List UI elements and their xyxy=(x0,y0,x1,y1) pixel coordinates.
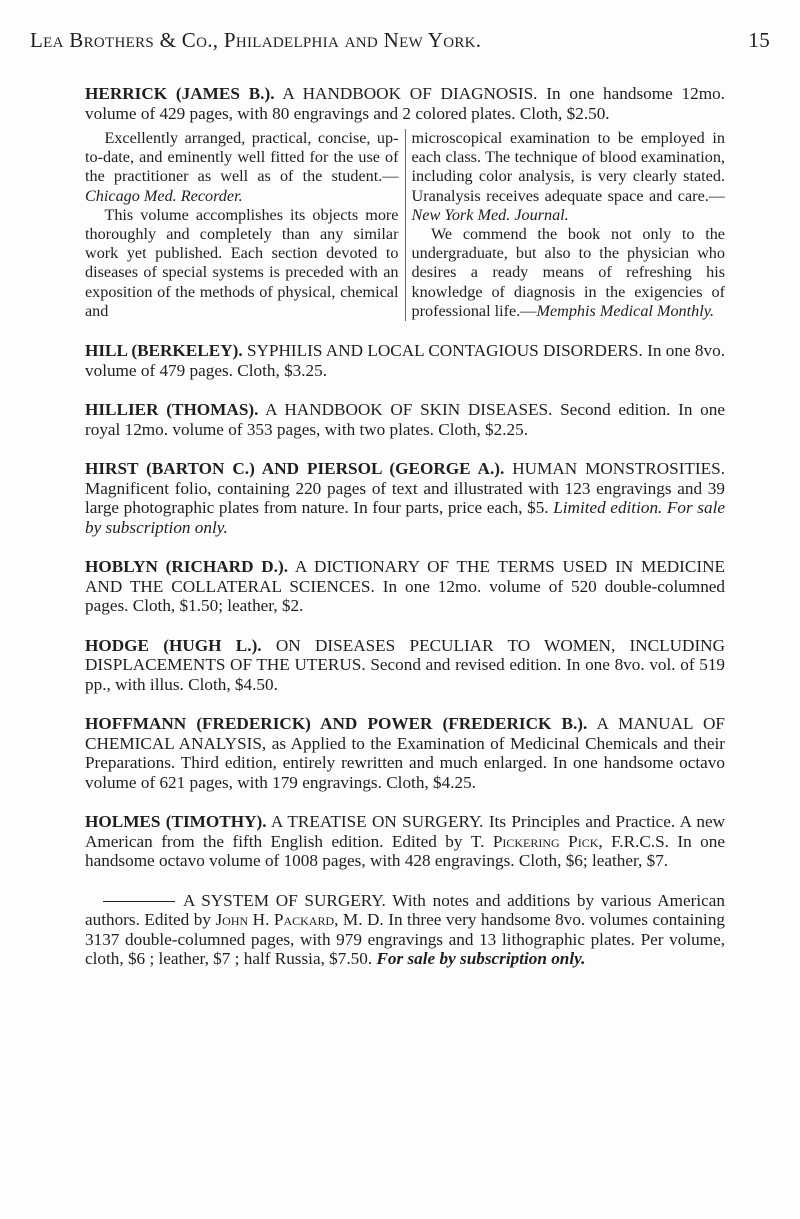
publisher-heading: Lea Brothers & Co., Philadelphia and New York. xyxy=(30,28,482,52)
entry-title: A DICTIONARY OF THE TERMS USED IN MEDICINE AND THE COLLATERAL SCIENCES. xyxy=(85,557,725,596)
entry-editor: T. Pickering Pick xyxy=(470,831,599,851)
entry-title: A SYSTEM OF SURGERY. xyxy=(183,890,386,910)
entry-title: HUMAN MONSTROSITIES. xyxy=(512,459,725,479)
entry-author: HIRST (BARTON C.) AND PIERSOL (GEORGE A.). xyxy=(85,459,505,479)
review-source: New York Med. Journal. xyxy=(411,205,569,224)
ditto-rule xyxy=(103,901,175,902)
entry-hill xyxy=(85,341,725,380)
entry-author: HILL (BERKELEY). xyxy=(85,341,243,361)
entry-description: Second edition. In one royal 12mo. volume of 353 pages, with two plates. Cloth, $2.25. xyxy=(85,400,726,439)
entry-description: Its Principles and Practice. A new American from the fifth English edition. Edited by xyxy=(85,812,726,851)
entry-description: In one 12mo. volume of 520 double-columned pages. Cloth, $1.50; leather, $2. xyxy=(85,576,726,616)
entry-title: A HANDBOOK OF SKIN DISEASES. xyxy=(265,400,553,420)
entry-editor: John H. Packard xyxy=(215,910,335,930)
review-source: Chicago Med. Recorder. xyxy=(85,186,243,205)
review-quote: This volume accomplishes its objects more thoroughly and completely than any similar work yet published. Each section devoted to diseases of special systems is preceded with an exposition of the methods of physical, chemical and xyxy=(85,205,399,320)
entry-author: HERRICK (JAMES B.). xyxy=(85,84,275,103)
entry-holmes-treatise xyxy=(85,812,725,871)
review-column-right xyxy=(406,129,726,321)
entry-description: Magnificent folio, containing 220 pages of text and illustrated with 123 engravings and 39 large photographic plates from nature. In four parts, price each, $5. xyxy=(85,478,725,518)
entry-description: Second and revised edition. In one 8vo. vol. of 519 pp., with illus. Cloth, $4.50. xyxy=(85,655,726,694)
entry-hodge xyxy=(85,636,725,695)
entry-description-cont: , M. D. In three very handsome 8vo. volumes containing 3137 double-columned pages, with 979 engravings and 13 lithographic plates. Per volume, cloth, $6 ; leather, $7 ; half Russia, $7.50. xyxy=(85,910,726,969)
entry-author: HOBLYN (RICHARD D.). xyxy=(85,557,288,577)
review-quote: microscopical examination to be employed in each class. The technique of blood examination, including color analysis, is very clearly stated. Uranalysis receives adequate space and care.— xyxy=(411,129,725,205)
entry-author: HOLMES (TIMOTHY). xyxy=(85,812,267,832)
entry-author: HILLIER (THOMAS). xyxy=(85,400,259,420)
catalog-entries xyxy=(85,84,725,989)
entry-note: Limited edition. For sale by subscription only. xyxy=(85,498,725,537)
entry-description: In one handsome 12mo. volume of 429 pages, with 80 engravings and 2 colored plates. Cloth, $2.50. xyxy=(85,84,725,123)
entry-note: For sale by subscription only. xyxy=(376,949,586,969)
review-columns xyxy=(85,129,725,321)
entry-title: A HANDBOOK OF DIAGNOSIS. xyxy=(282,84,538,103)
entry-hoffmann-power xyxy=(85,714,725,792)
entry-title: ON DISEASES PECULIAR TO WOMEN, INCLUDING DISPLACEMENTS OF THE UTERUS. xyxy=(85,635,726,675)
entry-title: A MANUAL OF CHEMICAL ANALYSIS, xyxy=(85,714,725,753)
entry-title: SYPHILIS AND LOCAL CONTAGIOUS DISORDERS. xyxy=(246,341,643,361)
entry-hoblyn xyxy=(85,557,725,616)
review-column-left xyxy=(85,129,406,321)
entry-description: With notes and additions by various American authors. Edited by xyxy=(85,890,725,930)
entry-hirst-piersol xyxy=(85,459,725,537)
review-quote: Excellently arranged, practical, concise, up-to-date, and eminently well fitted for the use of the practitioner as well as of the student.— xyxy=(85,129,399,186)
entry-herrick xyxy=(85,84,725,321)
entry-title: A TREATISE ON SURGERY. xyxy=(270,812,484,832)
entry-description: as Applied to the Examination of Medicinal Chemicals and their Preparations. Third edition, entirely rewritten and much enlarged. In one handsome octavo volume of 621 pages, with 179 engravings. Cloth, $4.25. xyxy=(85,733,726,792)
entry-description: In one 8vo. volume of 479 pages. Cloth, $3.25. xyxy=(85,341,725,380)
page-number: 15 xyxy=(748,28,770,52)
entry-description-cont: , F.R.C.S. In one handsome octavo volume of 1008 pages, with 428 engravings. Cloth, $6; leather, $7. xyxy=(85,831,725,871)
entry-author: HODGE (HUGH L.). xyxy=(85,635,262,655)
entry-hillier xyxy=(85,400,725,439)
entry-holmes-system xyxy=(85,891,725,969)
review-quote: We commend the book not only to the undergraduate, but also to the physician who desires a ready means of refreshing his knowledge of diagnosis in the exigencies of professional life.— xyxy=(411,225,725,320)
entry-author: HOFFMANN (FREDERICK) AND POWER (FREDERICK B.). xyxy=(85,714,588,734)
review-source: Memphis Medical Monthly. xyxy=(536,301,715,320)
